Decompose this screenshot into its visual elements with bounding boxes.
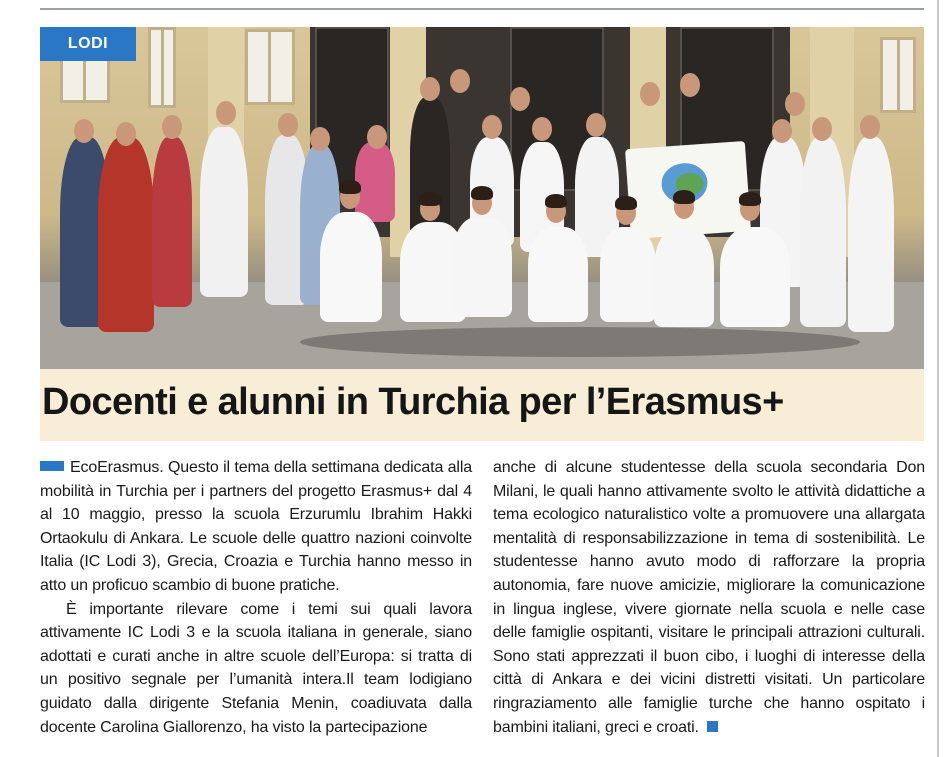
paragraph-2-continued: anche di alcune studentesse della scuola secondaria Don Milani, le quali hanno attivamente svolto le attività didattiche a tema ecologico naturalistico volte a promuovere una allargata mentalità di responsabilizzazione in tema di sostenibilità. Le studentesse hanno avuto modo di rafforzare la propria autonomia, fare nuove amicizie, migliorare la comunicazione in lingua inglese, vivere giornate nella scuola e nelle case delle famiglie ospitanti, visitare le principali attrazioni culturali. Sono stati apprezzati il buon cibo, i luoghi di interesse della città di Ankara e dei vicini distretti visitati. Un particolare ringraziamento alle famiglie turche che hanno ospitato i bambini italiani, greci e croati. [493,459,925,736]
paragraph-2: È importante rilevare come i temi sui quali lavora attivamente IC Lodi 3 e la scuola italiana in generale, siano adottati e curati anche in altre scuole dell’Europa: si tratta di un positivo segnale per l’umanità intera.Il team lodigiano guidato dalla dirigente Stefania Menin, coadiuvata dalla docente Carolina Giallorenzo, ha visto la partecipazione [40,600,472,736]
lead-marker [40,461,64,471]
paragraph-1: EcoErasmus. Questo il tema della settimana dedicata alla mobilità in Turchia per i partners del progetto Erasmus+ dal 4 al 10 maggio, presso la scuola Erzurumlu Ibrahim Hakki Ortaokulu di Ankara. Le scuole delle quattro nazioni coinvolte Italia (IC Lodi 3), Grecia, Croazia e Turchia hanno messo in atto un proficuo scambio di buone pratiche. [40,459,472,594]
headline-box [40,369,924,441]
article-body-continued [493,456,925,739]
headline: Docenti e alunni in Turchia per l’Erasmus+ [42,381,784,423]
end-marker [707,721,718,732]
section-tag: LODI [40,27,136,61]
top-rule [40,8,924,10]
article-body [40,456,472,739]
group-photo [40,27,924,369]
page-edge [937,0,939,757]
